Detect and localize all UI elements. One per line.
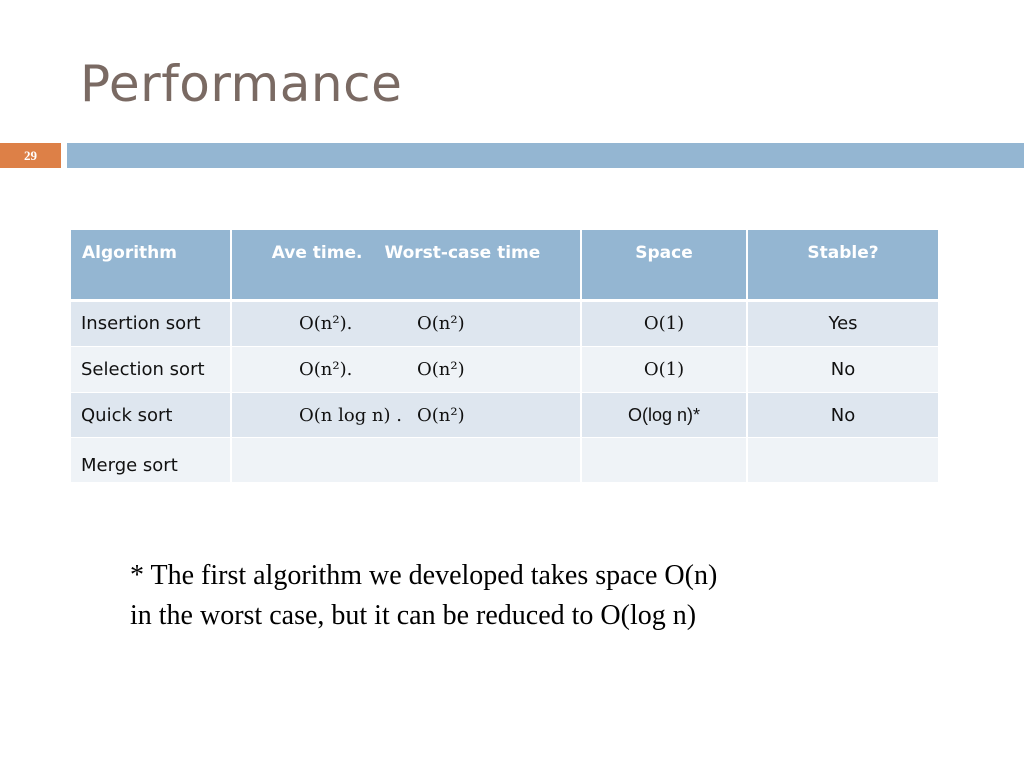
cell-stable: No	[747, 392, 939, 438]
cell-space	[581, 438, 747, 483]
cell-stable: No	[747, 347, 939, 393]
footnote	[130, 556, 890, 636]
performance-table	[69, 230, 940, 483]
cell-time	[231, 392, 581, 438]
cell-algorithm-name: Merge sort	[70, 438, 231, 483]
cell-ave-time: O(n log n) .	[299, 404, 402, 426]
table-row	[70, 347, 939, 393]
header-band	[67, 143, 1024, 168]
cell-worst-time: O(n²)	[417, 313, 465, 335]
footnote-line-2: in the worst case, but it can be reduced to O(log n)	[130, 600, 697, 631]
table-row	[70, 392, 939, 438]
cell-time	[231, 300, 581, 347]
cell-stable	[747, 438, 939, 483]
slide-number: 29	[0, 143, 61, 168]
cell-stable: Yes	[747, 300, 939, 347]
cell-time	[231, 438, 581, 483]
table-row	[70, 438, 939, 483]
cell-algorithm-name: Quick sort	[70, 392, 231, 438]
cell-ave-time: O(n²).	[299, 359, 353, 381]
cell-space: O(log n)*	[581, 392, 747, 438]
header-space: Space	[581, 230, 747, 300]
slide-title: Performance	[80, 55, 403, 113]
cell-space: O(1)	[581, 300, 747, 347]
header-worst-time: Worst-case time	[384, 243, 541, 263]
header-ave-time: Ave time.	[271, 243, 363, 263]
header-time	[231, 230, 581, 300]
header-stable: Stable?	[747, 230, 939, 300]
cell-worst-time: O(n²)	[417, 359, 465, 381]
table-header-row	[70, 230, 939, 300]
cell-space: O(1)	[581, 347, 747, 393]
cell-time	[231, 347, 581, 393]
footnote-line-1: * The first algorithm we developed takes space O(n)	[130, 560, 718, 591]
table-row	[70, 300, 939, 347]
cell-algorithm-name: Selection sort	[70, 347, 231, 393]
cell-ave-time: O(n²).	[299, 313, 353, 335]
header-algorithm: Algorithm	[70, 230, 231, 300]
performance-table-container	[69, 230, 938, 483]
cell-worst-time: O(n²)	[417, 404, 465, 426]
cell-algorithm-name: Insertion sort	[70, 300, 231, 347]
